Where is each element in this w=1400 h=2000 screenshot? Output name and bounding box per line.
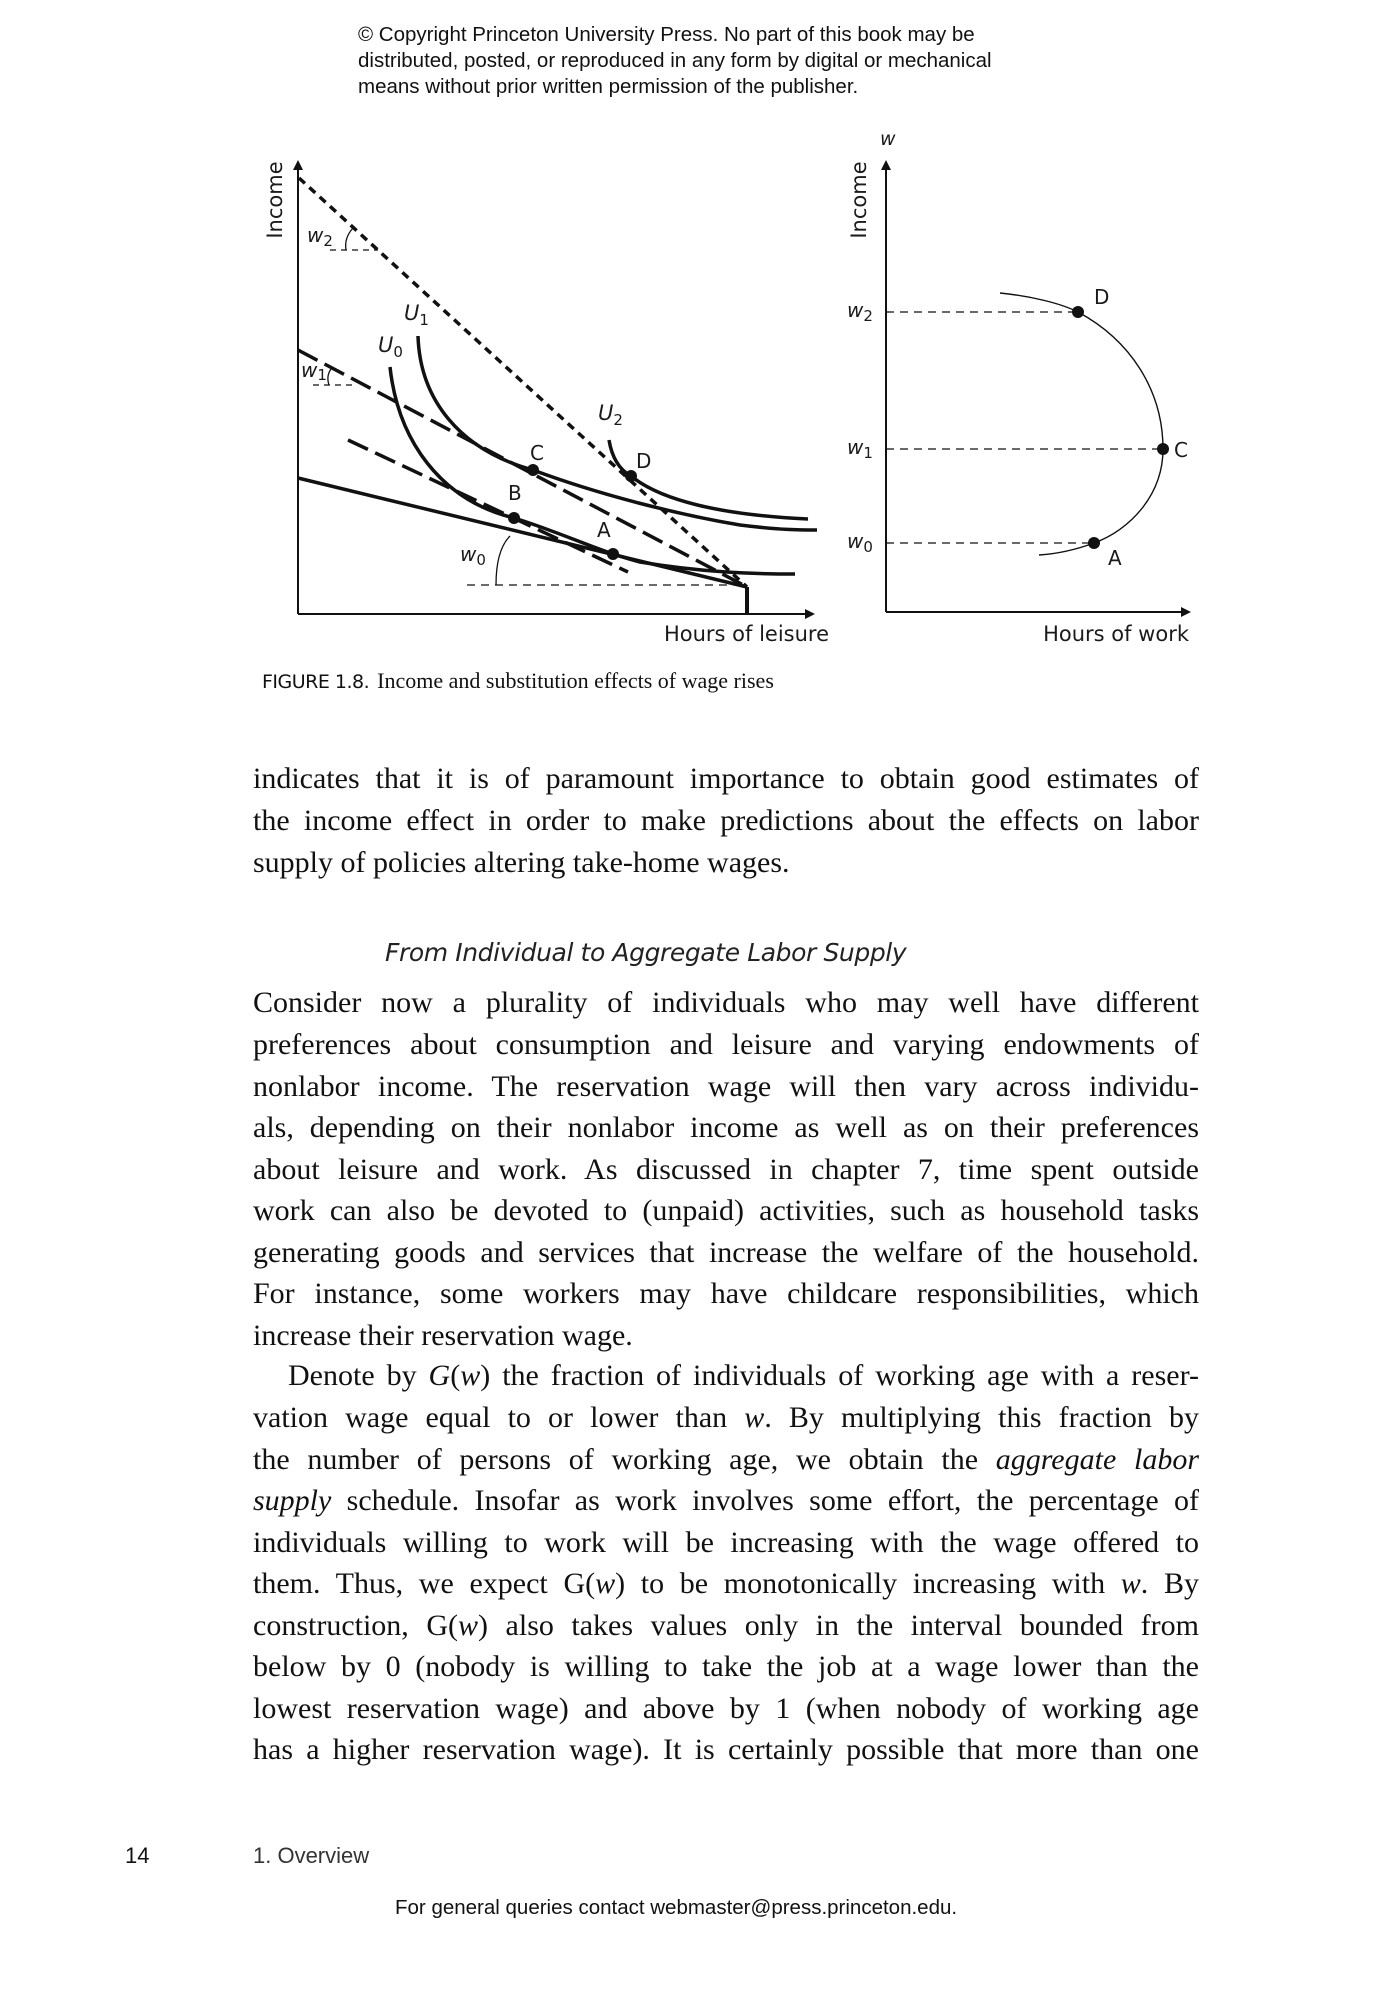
point-c xyxy=(527,464,539,476)
w1-tick-label: $w_1$ xyxy=(847,435,873,462)
left-panel xyxy=(263,161,829,646)
text-line: the income effect in order to make predictions about the effects on labor xyxy=(253,804,1199,837)
u1-label: $U_1$ xyxy=(404,301,429,329)
text-line: lowest reservation wage) and above by 1 (when nobody of working age xyxy=(253,1692,1199,1725)
text-line: supply schedule. Insofar as work involves some effort, the percentage of xyxy=(253,1484,1199,1517)
point-b xyxy=(508,512,520,524)
supply-point-d xyxy=(1072,306,1084,318)
figure-label: FIGURE 1.8. xyxy=(262,671,370,693)
text-line: Consider now a plurality of individuals who may well have different xyxy=(253,986,1199,1019)
text-line: work can also be devoted to (unpaid) activities, such as household tasks xyxy=(253,1194,1199,1227)
right-y-axis-top-label: w xyxy=(880,128,896,150)
supply-point-a-label: A xyxy=(1108,546,1122,570)
left-x-axis-label: Hours of leisure xyxy=(663,622,829,646)
copyright-line: distributed, posted, or reproduced in any form by digital or mechanical xyxy=(358,49,992,72)
text-line: Denote by G(w) the fraction of individuals of working age with a reser- xyxy=(288,1359,1199,1392)
text-line: the number of persons of working age, we obtain the aggregate labor xyxy=(253,1443,1199,1476)
supply-point-c-label: C xyxy=(1174,438,1188,462)
text-line: construction, G(w) also takes values only in the interval bounded from xyxy=(253,1609,1199,1642)
left-y-axis-label: Income xyxy=(263,161,287,239)
text-line: supply of policies altering take-home wages. xyxy=(253,846,790,879)
supply-point-d-label: D xyxy=(1094,285,1110,309)
w2-angle-arc xyxy=(346,228,353,250)
point-a-label: A xyxy=(597,518,611,542)
text-line: nonlabor income. The reservation wage will then vary across individu- xyxy=(253,1070,1199,1103)
w0-tick-label: $w_0$ xyxy=(847,529,873,556)
page-number: 14 xyxy=(125,1843,150,1868)
labor-supply-curve xyxy=(1000,293,1163,555)
contact-note: For general queries contact webmaster@press.princeton.edu. xyxy=(395,1896,958,1919)
text-line: below by 0 (nobody is willing to take the job at a wage lower than the xyxy=(253,1650,1199,1683)
point-a xyxy=(607,548,619,560)
text-line: generating goods and services that increase the welfare of the household. xyxy=(253,1236,1199,1269)
text-line: indicates that it is of paramount importance to obtain good estimates of xyxy=(253,762,1199,795)
budget-line-w0 xyxy=(298,478,747,587)
text-line: individuals willing to work will be increasing with the wage offered to xyxy=(253,1526,1199,1559)
w0-angle-arc xyxy=(496,536,510,585)
figure-caption-text: Income and substitution effects of wage rises xyxy=(377,668,774,693)
right-y-axis-label: Income xyxy=(847,161,871,239)
indifference-curve-u1 xyxy=(418,336,817,530)
u2-label: $U_2$ xyxy=(598,401,623,429)
text-line: als, depending on their nonlabor income as well as on their preferences xyxy=(253,1111,1199,1144)
copyright-line: means without prior written permission of the publisher. xyxy=(358,75,859,98)
point-b-label: B xyxy=(508,481,522,505)
section-heading: From Individual to Aggregate Labor Supply xyxy=(385,938,907,967)
text-line: vation wage equal to or lower than w. By multiplying this fraction by xyxy=(253,1401,1199,1434)
w0-label: $w_0$ xyxy=(460,542,486,569)
w1-label: w1 xyxy=(301,358,327,384)
u0-label: $U_0$ xyxy=(378,333,403,361)
point-c-label: C xyxy=(530,441,544,465)
text-line: has a higher reservation wage). It is certainly possible that more than one xyxy=(253,1733,1199,1766)
text-line: preferences about consumption and leisure and varying endowments of xyxy=(253,1028,1199,1061)
budget-line-w2 xyxy=(299,178,747,587)
compensated-budget-line xyxy=(348,440,628,572)
indifference-curve-u0 xyxy=(390,367,795,574)
point-d-label: D xyxy=(636,449,652,473)
right-panel xyxy=(847,128,1190,646)
text-line: increase their reservation wage. xyxy=(253,1319,633,1352)
w1-angle-arc xyxy=(328,369,331,385)
figure-1-8 xyxy=(0,0,1400,700)
text-line: For instance, some workers may have childcare responsibilities, which xyxy=(253,1277,1199,1310)
supply-point-c xyxy=(1157,443,1169,455)
text-line: about leisure and work. As discussed in chapter 7, time spent outside xyxy=(253,1153,1199,1186)
running-head: 1. Overview xyxy=(253,1843,370,1868)
copyright-line: © Copyright Princeton University Press. No part of this book may be xyxy=(358,23,975,46)
w2-tick-label: $w_2$ xyxy=(847,298,873,325)
w2-label: $w_2$ xyxy=(307,223,333,250)
figure-caption xyxy=(262,668,774,694)
supply-point-a xyxy=(1088,537,1100,549)
text-line: them. Thus, we expect G(w) to be monotonically increasing with w. By xyxy=(253,1567,1199,1600)
right-x-axis-label: Hours of work xyxy=(1043,622,1189,646)
